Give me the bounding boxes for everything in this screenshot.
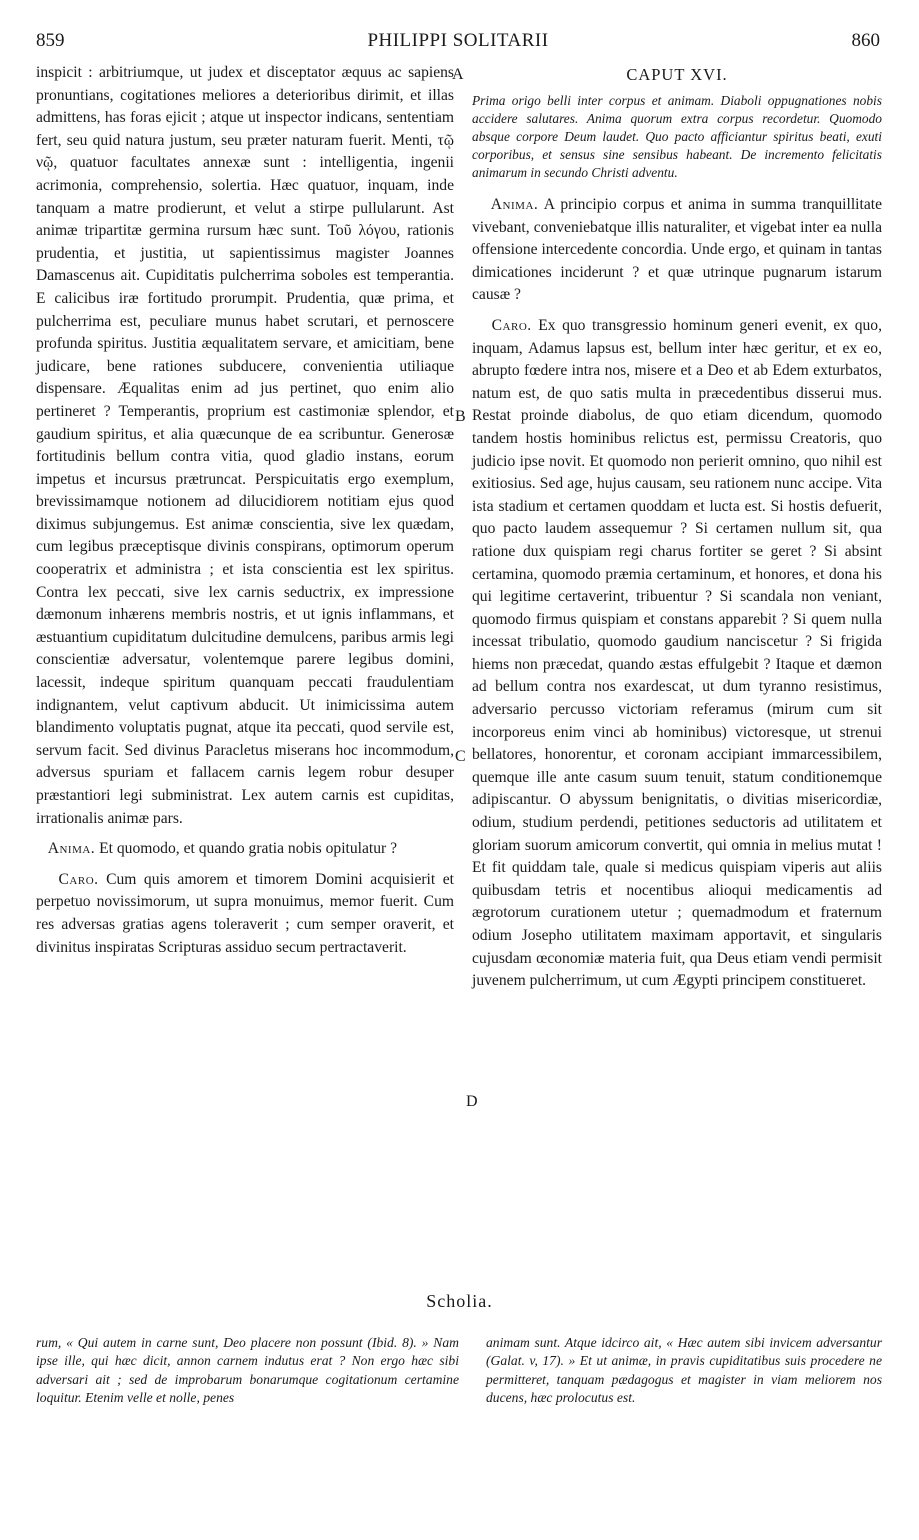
page-number-right: 860 bbox=[851, 30, 880, 51]
left-paragraph-2 bbox=[36, 838, 454, 861]
left-paragraph-1: inspicit : arbitriumque, ut judex et disceptator æquus ac sapiens pronuntians, cogitationes meliores a deterioribus dirimit, et illas admittens, has foras ejicit ; atque ut inspector indicans, sententiam fert, seu quid natura justum, seu præter naturam fuerit. Menti, τῷ νῷ, quatuor facultates annexæ sunt : intelligentia, ingenii acrimonia, comprehensio, solertia. Hæc quatuor, inquam, inde tanquam a matre prodierunt, et velut a stirpe pullularunt. Ast animæ tripartitæ germina rursum hæc sunt. Τοῦ λόγου, rationis prudentia, et justitia, ut sapientissimus magister Joannes Damascenus ait. Cupiditatis pulcherrima soboles est temperantia. E calicibus iræ fortitudo prorumpit. Prudentia, quæ prima, et pulcherrima est, peculiare munus habet scrutari, et pernoscere profunda spiritus. Justitia æqualitatem servare, et amicitiam, bene judicare, bene rationes subducere, convenientia utiliaque dispensare. Æqualitas enim ad jus pertinet, quo enim alio pertineret ? Temperantis, proprium est castimoniæ splendor, et gaudium spiritus, et alia quæcunque de ea scribuntur. Generosæ fortitudinis bellum contra vitia, quod gladio instans, eorum impetus et incursus prætruncat. Perspicuitatis ergo exemplum, brevissimamque notionem ad dilucidiorem notitiam ejus quod diximus subjungemus. Est animæ conscientia, sive lex quædam, cum legibus præceptisque divinis conspirans, optimorum operum cooperatrix et administra ; et ista conscientia est lex spiritus. Contra lex peccati, sive lex carnis seductrix, ex impressione dæmonum inhærens membris nostris, et ut ignis inflammans, et æstuantium cupiditatum dulcitudine demulcens, paribus armis legi conscientiæ adversatur, volentemque parere legibus domini, lacessit, indeque spiritum quanquam peccati fraudulentiam indignantem, velut captivum abducit. Ut inimicissima autem blandimento voluptatis pugnat, atque ita peccati, quod servile est, servum facit. Sed divinus Paracletus miserans hoc incommodum, adversus spuriam et fallacem carnis legem robur desuper præstantiori legi subministrat. Lex autem carnis est cupiditas, irrationalis animæ pars. bbox=[36, 64, 454, 827]
margin-letter-a: A bbox=[452, 66, 464, 83]
right-paragraph-2 bbox=[472, 315, 882, 993]
chapter-summary: Prima origo belli inter corpus et animam. Diaboli oppugnationes nobis accidere salutares. Anima quorum extra corpus recordetur. Quomodo absque corpore Deum laudet. Quo pacto afficiantur spiritus beati, exuti corporibus, et sensus sine sensibus habeant. De incremento felicitatis animarum in secundo Christi adventu. bbox=[472, 93, 882, 180]
right-column bbox=[472, 62, 882, 993]
speaker-label: Caro. bbox=[491, 316, 532, 334]
speech-text: A principio corpus et anima in summa tranquillitate vivebant, conveniebatque illis naturaliter, et vigebat inter ea nulla offensione intercedente concordia. Unde ergo, et quinam in tantas dimicationes inciderunt ? et quæ utrinque pugnarum istarum causæ ? bbox=[472, 196, 883, 304]
speech-text: Cum quis amorem et timorem Domini acquisierit et perpetuo novissimorum, ut supra monuimus, memor fuerit. Cum res adversas gratias agens toleraverit ; cum semper oraverit, et divinitus inspiratas Scripturas assiduo secum pertractaverit. bbox=[36, 870, 454, 956]
margin-letter-b: B bbox=[455, 408, 466, 425]
scholia-left: rum, « Qui autem in carne sunt, Deo placere non possunt (Ibid. 8). » Nam ipse ille, qui hæc dicit, annon carnem indutus erat ? Non ergo hæc sibi adversari ait ; sed de improbarum bonarumque cogitationum certamine loquitur. Etenim velle et nolle, penes bbox=[36, 1335, 459, 1406]
running-title: PHILIPPI SOLITARII bbox=[367, 30, 549, 51]
speech-text: Ex quo transgressio hominum generi evenit, ex quo, inquam, Adamus lapsus est, bellum inter hæc geritur, et ex eo, abrupto fœdere intra nos, misere et a Deo et ab Edem exturbatos, natum est, de quo satis multa in præcedentibus disserui mus. Restat proinde diabolus, de quo etiam dicendum, quomodo tandem hostis hominibus relictus est, permissu Creatoris, quo judicio ipse novit. Et quomodo non perierit omnino, quo nihil est exitiosius. Sed age, hujus causam, seu rationem nunc accipe. Vita ista stadium et certamen quoddam et lucta est. Si hostis defuerit, quo pacto laudem assequemur ? Si certamen nullum sit, qua ratione dux quispiam regi charus fortiter se geret ? Si absint certamina, quomodo præmia certaminum, et honores, et dona his qui legitime certaverint, tribuentur ? Si scandala non veniant, quomodo firmus quispiam et constans apparebit ? Si quem nulla incessat tribulatio, quomodo gaudium nanciscetur ? Si frigida hiems non præcedat, quando æstas effulgebit ? Itaque et dæmon ad bellum contra nos exardescat, ut dum tyranno resistimus, adversario percusso victoriam referamus (mirum cum sit incorporeus enim vinci ab hominibus) victoresque, ut strenui bellatores, honorentur, et coronam accipiant immarcessibilem, quemque ille ante casum suum tenuit, statum conditionemque adipiscantur. O abyssum benignitatis, o divitias misericordiæ, odium, studium perdendi, petitiones seductoris ad utilitatem et gloriam suorum amicorum convertit, qui omnia in melius mutat ! Et fit quiddam tale, quale si medicus quispiam viperis aut aliis quibusdam tetris et nocentibus alioqui medicamentis ad ægrotorum curationem utetur ; quemadmodum et fraternum odium Josepho utilitatem maximam apportavit, et singularis cujusdam œconomiæ materia fuit, qua Deus etiam vendi permisit juvenem pulcherrimum, ut cum Ægypti principem constitueret. bbox=[472, 316, 882, 990]
page-header bbox=[36, 30, 880, 56]
scholia-title: Scholia. bbox=[426, 1291, 493, 1311]
speaker-label: Anima. bbox=[47, 840, 96, 858]
margin-letter-d: D bbox=[466, 1093, 478, 1110]
speaker-label: Anima. bbox=[490, 196, 539, 213]
chapter-title: CAPUT XVI. bbox=[626, 65, 728, 84]
page-number-left: 859 bbox=[36, 30, 65, 51]
left-paragraph-3 bbox=[36, 869, 454, 959]
margin-letter-c: C bbox=[455, 748, 466, 765]
speech-text: Et quomodo, et quando gratia nobis opitulatur ? bbox=[99, 840, 398, 858]
right-paragraph-1 bbox=[472, 194, 882, 307]
scholia-right: animam sunt. Atque idcirco ait, « Hæc autem sibi invicem adversantur (Galat. v, 17). » Et ut animæ, in pravis cupiditatibus suis procedere ne permitteret, tanquam pædagogus et magister in viam meliorem nos ducens, hæc prolocutus est. bbox=[486, 1335, 882, 1406]
speaker-label: Caro. bbox=[58, 870, 99, 888]
left-column bbox=[36, 62, 454, 959]
